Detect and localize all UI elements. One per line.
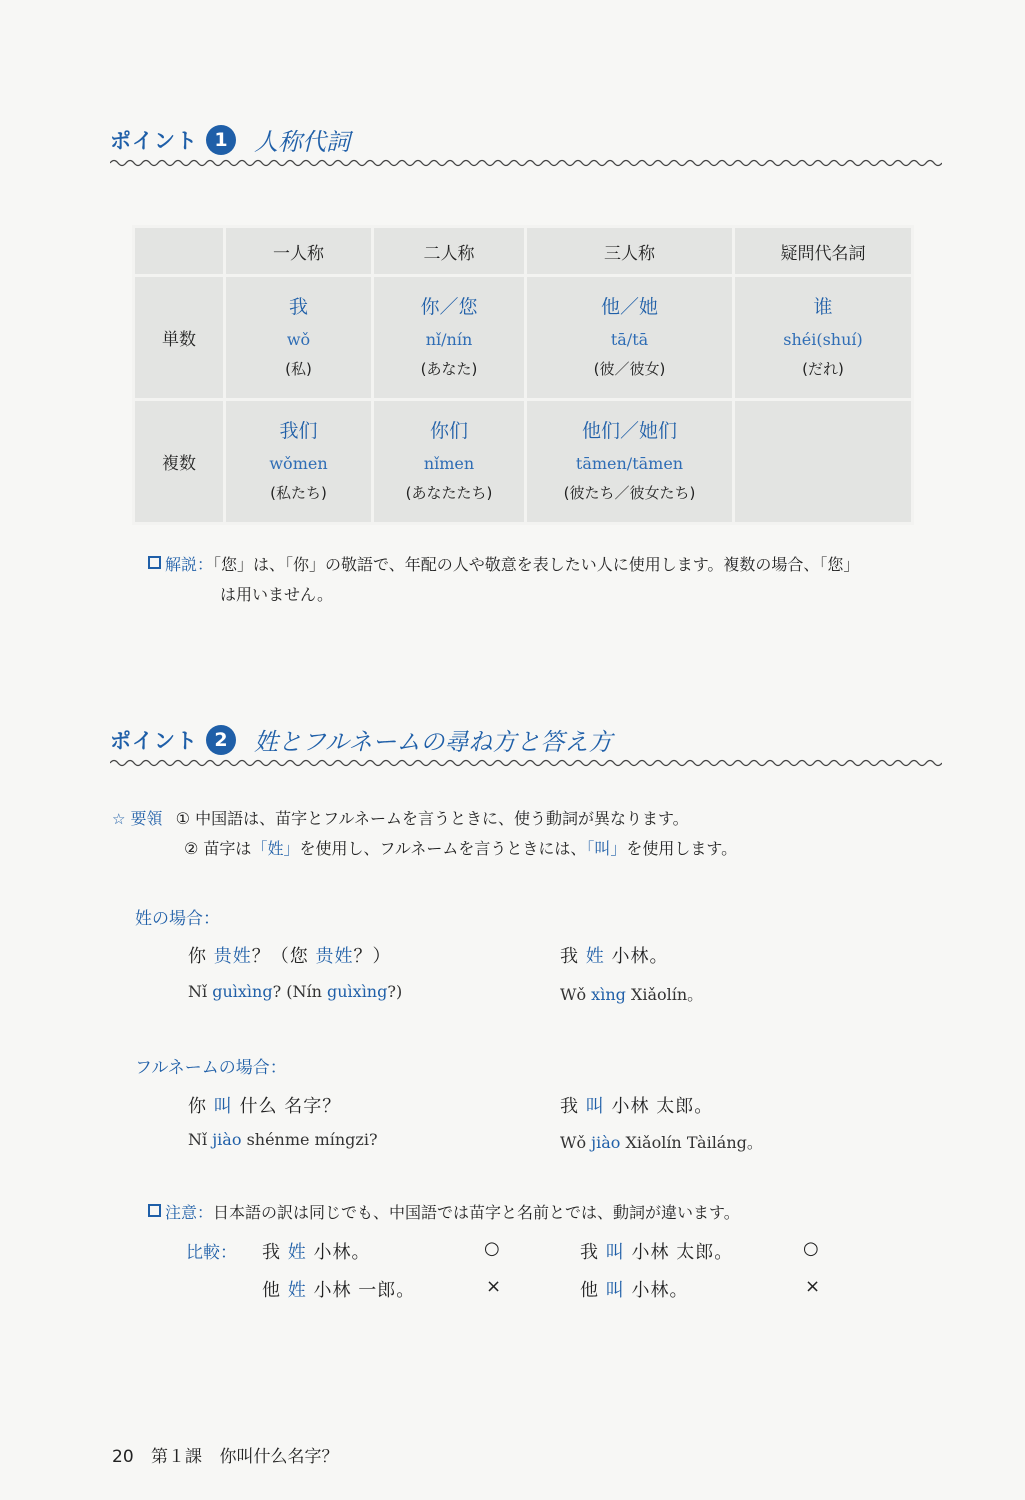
table-cell-empty [734,400,913,524]
fullname-answer-pinyin: Wǒ jiào Xiǎolín Tàiláng。 [560,1133,763,1152]
note-label: 解説： [165,555,214,574]
lesson-label: 第１課 [151,1447,203,1467]
row-label: 単数 [134,276,225,400]
header-cell: 一人称 [225,227,373,276]
caution-label: 注意： [165,1203,214,1222]
table-cell: 谁 shéi(shuí) (だれ) [734,276,913,400]
section-1-heading [110,122,350,157]
header-cell: 二人称 [373,227,526,276]
surname-question-pinyin: Nǐ guìxìng? (Nín guìxìng?) [188,982,403,1001]
fullname-question-pinyin: Nǐ jiào shénme míngzi? [188,1130,378,1149]
surname-answer-pinyin: Wǒ xìng Xiǎolín。 [560,985,704,1004]
fullname-heading: フルネームの場合： [135,1058,287,1078]
compare-example: 他 叫 小林。 [580,1280,689,1301]
point-label: ポイント [110,128,198,153]
section-title: 姓とフルネームの尋ね方と答え方 [254,728,613,756]
header-cell: 三人称 [526,227,734,276]
compare-example: 我 叫 小林 太郎。 [580,1242,734,1263]
section-2-heading [110,722,612,757]
surname-heading: 姓の場合： [135,909,220,929]
key-point-1: ① 中国語は、苗字とフルネームを言うときに、使う動詞が異なります。 [175,809,689,828]
point-number-badge: 1 [206,125,236,155]
incorrect-mark: × [805,1276,822,1297]
wavy-divider [110,758,942,768]
table-cell: 他们／她们 tāmen/tāmen (彼たち／彼女たち) [526,400,734,524]
compare-example: 我 姓 小林。 [262,1242,371,1263]
page-number: 20 [112,1447,134,1467]
table-cell: 你们 nǐmen (あなたたち) [373,400,526,524]
header-cell: 疑問代名詞 [734,227,913,276]
star-icon: ☆ [112,810,126,828]
header-cell [134,227,225,276]
wavy-divider [110,158,942,168]
key-point-2: ② 苗字は「姓」を使用し、フルネームを言うときには、「叫」を使用します。 [184,839,738,858]
pronoun-table [132,225,914,525]
incorrect-mark: × [486,1276,503,1297]
table-row [134,400,913,524]
checkbox-square-icon [148,1204,161,1217]
correct-mark: ○ [484,1238,501,1259]
caution-text: 日本語の訳は同じでも、中国語では苗字と名前とでは、動詞が違います。 [213,1203,740,1222]
table-cell: 他／她 tā/tā (彼／彼女) [526,276,734,400]
page-footer [112,1442,338,1467]
note-text-continued: は用いません。 [220,585,333,604]
compare-label: 比較： [186,1243,237,1263]
surname-question: 你 贵姓？（您 贵姓？） [188,946,392,967]
point-number-badge: 2 [206,725,236,755]
table-cell: 你／您 nǐ/nín (あなた) [373,276,526,400]
compare-example: 他 姓 小林 一郎。 [262,1280,416,1301]
table-header-row [134,227,913,276]
key-points [112,804,952,864]
table-cell: 我 wǒ (私) [225,276,373,400]
row-label: 複数 [134,400,225,524]
section-title: 人称代詞 [254,128,350,156]
table-row [134,276,913,400]
table-cell: 我们 wǒmen (私たち) [225,400,373,524]
lesson-title: 你叫什么名字？ [219,1447,339,1467]
surname-answer: 我 姓 小林。 [560,946,669,967]
checkbox-square-icon [148,556,161,569]
note-text: 「您」は、「你」の敬語で、年配の人や敬意を表したい人に使用します。複数の場合、「您」 [213,555,860,574]
point-label: ポイント [110,728,198,753]
explanation-note [148,550,948,610]
fullname-answer: 我 叫 小林 太郎。 [560,1096,714,1117]
caution-note [148,1198,948,1228]
key-points-label: 要領 [130,809,163,828]
fullname-question: 你 叫 什么 名字？ [188,1096,342,1117]
correct-mark: ○ [803,1238,820,1259]
